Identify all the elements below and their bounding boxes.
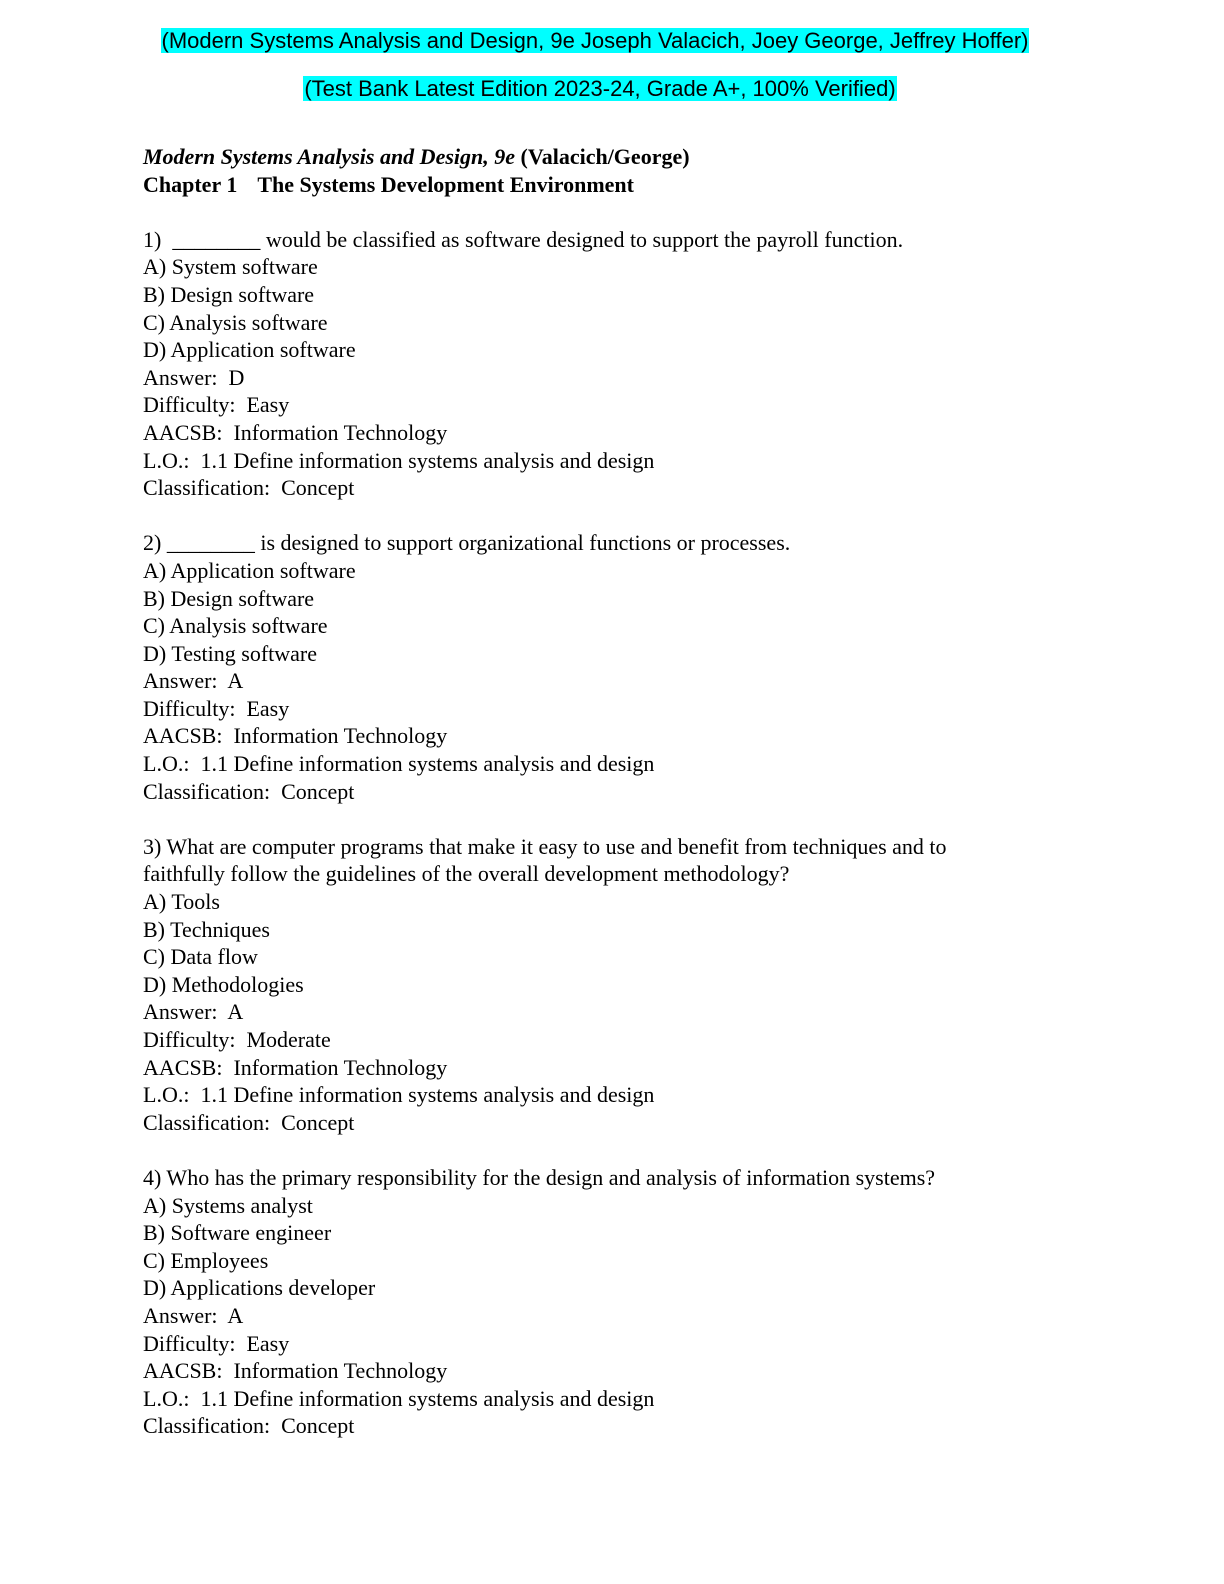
banner-title [0, 28, 1190, 54]
question-text: 3) What are computer programs that make it easy to use and benefit from techniques and to [143, 833, 947, 859]
question-text: 1) ________ would be classified as software designed to support the payroll function. [143, 226, 904, 252]
option-c: C) Employees [143, 1247, 269, 1273]
answer-line: Answer: D [143, 364, 245, 390]
difficulty-line: Difficulty: Moderate [143, 1027, 331, 1052]
chapter-label: Chapter 1 [143, 171, 238, 197]
answer-line: Answer: A [143, 668, 244, 694]
option-c: C) Analysis software [143, 309, 328, 335]
banner-title-text: (Modern Systems Analysis and Design, 9e Joseph Valacich, Joey George, Jeffrey Hoffer) [161, 28, 1029, 53]
option-d: D) Methodologies [143, 971, 304, 997]
aacsb-line: AACSB: Information Technology [143, 723, 448, 749]
option-d: D) Applications developer [143, 1275, 376, 1301]
question-block [143, 226, 1143, 502]
question-block [143, 833, 1143, 1137]
aacsb-line: AACSB: Information Technology [143, 419, 448, 445]
answer-line: Answer: A [143, 1302, 244, 1328]
option-b: B) Techniques [143, 916, 270, 942]
option-a: A) Systems analyst [143, 1192, 313, 1218]
option-d: D) Testing software [143, 640, 318, 666]
question-block [143, 529, 1143, 805]
classification-line: Classification: Concept [143, 1413, 355, 1439]
answer-line: Answer: A [143, 999, 244, 1025]
option-b: B) Software engineer [143, 1220, 332, 1246]
option-a: A) Tools [143, 889, 220, 915]
classification-line: Classification: Concept [143, 778, 355, 804]
difficulty-line: Difficulty: Easy [143, 392, 290, 418]
option-a: A) Application software [143, 557, 356, 583]
difficulty-line: Difficulty: Easy [143, 1330, 290, 1356]
classification-line: Classification: Concept [143, 475, 355, 501]
option-b: B) Design software [143, 281, 315, 307]
option-b: B) Design software [143, 585, 315, 611]
question-text: 2) ________ is designed to support organizational functions or processes. [143, 530, 791, 556]
book-authors: (Valacich/George) [515, 144, 690, 169]
lo-line: L.O.: 1.1 Define information systems analysis and design [143, 1385, 655, 1411]
book-title [143, 143, 1143, 171]
lo-line: L.O.: 1.1 Define information systems analysis and design [143, 1082, 655, 1108]
question-text: 4) Who has the primary responsibility for the design and analysis of information systems? [143, 1164, 936, 1190]
option-d: D) Application software [143, 337, 356, 363]
book-title-italic: Modern Systems Analysis and Design, 9e [143, 144, 516, 169]
option-a: A) System software [143, 254, 318, 280]
option-c: C) Analysis software [143, 613, 328, 639]
chapter-heading [143, 171, 1143, 199]
document-body [143, 143, 1143, 1440]
banner-subtitle [0, 76, 1200, 102]
difficulty-line: Difficulty: Easy [143, 695, 290, 721]
option-c: C) Data flow [143, 944, 258, 970]
question-text-continued: faithfully follow the guidelines of the overall development methodology? [143, 861, 790, 887]
chapter-title: The Systems Development Environment [257, 171, 634, 197]
lo-line: L.O.: 1.1 Define information systems analysis and design [143, 751, 655, 777]
question-block [143, 1164, 1143, 1440]
lo-line: L.O.: 1.1 Define information systems analysis and design [143, 447, 655, 473]
aacsb-line: AACSB: Information Technology [143, 1054, 448, 1080]
classification-line: Classification: Concept [143, 1109, 355, 1135]
banner-subtitle-text: (Test Bank Latest Edition 2023-24, Grade A+, 100% Verified) [304, 76, 896, 101]
aacsb-line: AACSB: Information Technology [143, 1358, 448, 1384]
